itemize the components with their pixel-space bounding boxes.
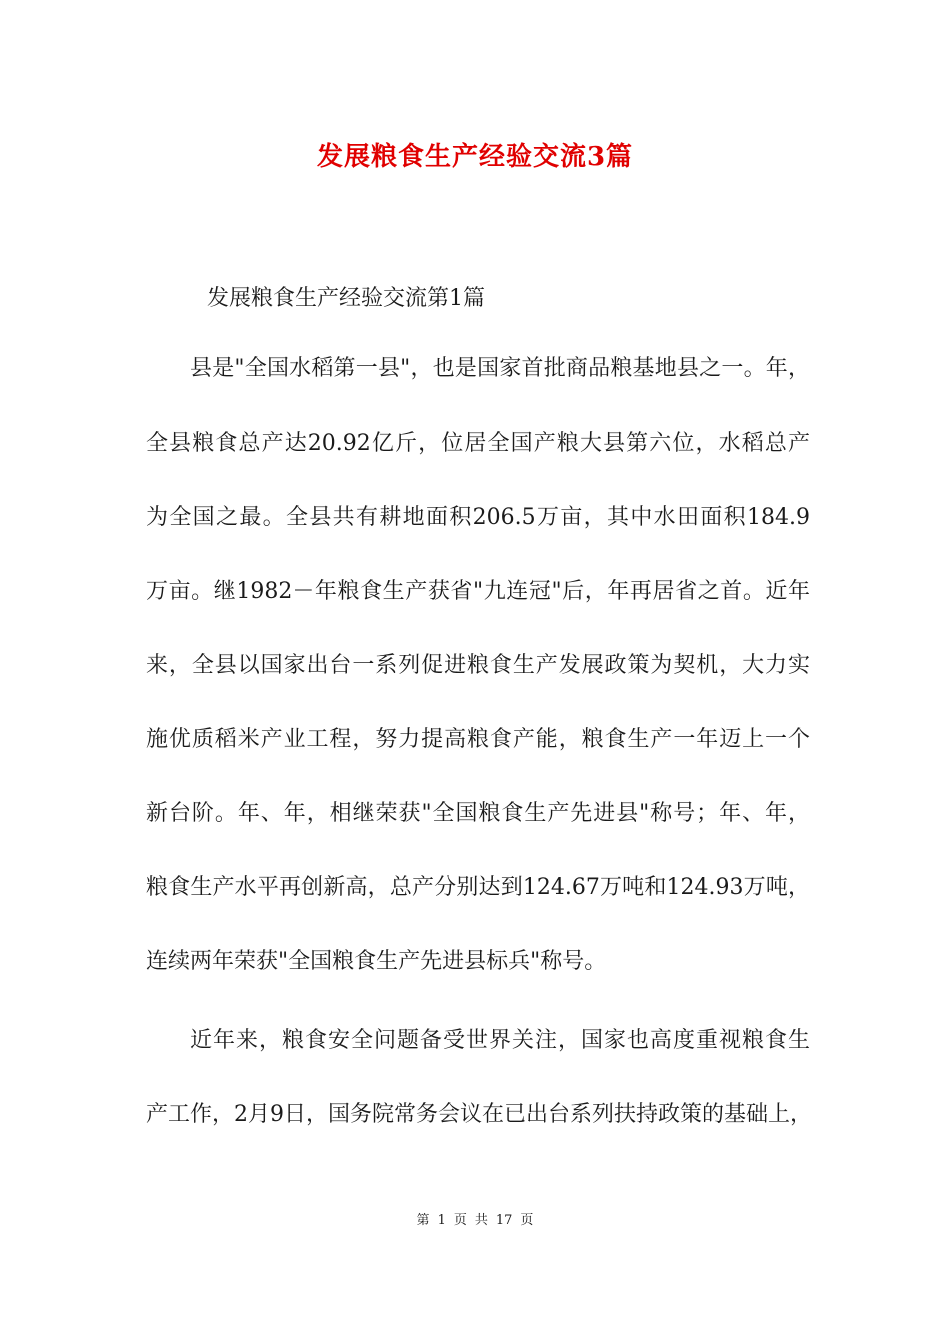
footer-prefix: 第	[416, 1213, 430, 1228]
paragraph-line: 来，全县以国家出台一系列促进粮食生产发展政策为契机，大力实	[146, 653, 810, 678]
section-heading: 发展粮食生产经验交流第1篇	[207, 286, 485, 311]
footer-page-number: 1	[437, 1213, 446, 1228]
document-title: 发展粮食生产经验交流3篇	[316, 142, 634, 172]
paragraph-line: 粮食生产水平再创新高，总产分别达到124.67万吨和124.93万吨，	[146, 875, 810, 900]
paragraph-line: 产工作，2月9日，国务院常务会议在已出台系列扶持政策的基础上，	[146, 1102, 812, 1127]
footer-suffix: 页	[520, 1213, 534, 1228]
paragraph-line: 为全国之最。全县共有耕地面积206.5万亩，其中水田面积184.9	[146, 505, 810, 530]
paragraph-line: 县是"全国水稻第一县"，也是国家首批商品粮基地县之一。年，	[190, 356, 810, 381]
page-footer	[0, 1209, 950, 1228]
paragraph-line: 万亩。继1982－年粮食生产获省"九连冠"后，年再居省之首。近年	[146, 579, 810, 604]
paragraph-line: 新台阶。年、年，相继荣获"全国粮食生产先进县"称号；年、年，	[146, 801, 810, 826]
footer-total-pages: 17	[495, 1213, 513, 1228]
footer-total-label: 共	[474, 1213, 488, 1228]
paragraph-line: 连续两年荣获"全国粮食生产先进县标兵"称号。	[146, 949, 607, 974]
footer-page-label: 页	[453, 1213, 467, 1228]
paragraph-line: 近年来，粮食安全问题备受世界关注，国家也高度重视粮食生	[190, 1028, 810, 1053]
paragraph-line: 施优质稻米产业工程，努力提高粮食产能，粮食生产一年迈上一个	[146, 727, 810, 752]
paragraph-line: 全县粮食总产达20.92亿斤，位居全国产粮大县第六位，水稻总产	[146, 431, 810, 456]
